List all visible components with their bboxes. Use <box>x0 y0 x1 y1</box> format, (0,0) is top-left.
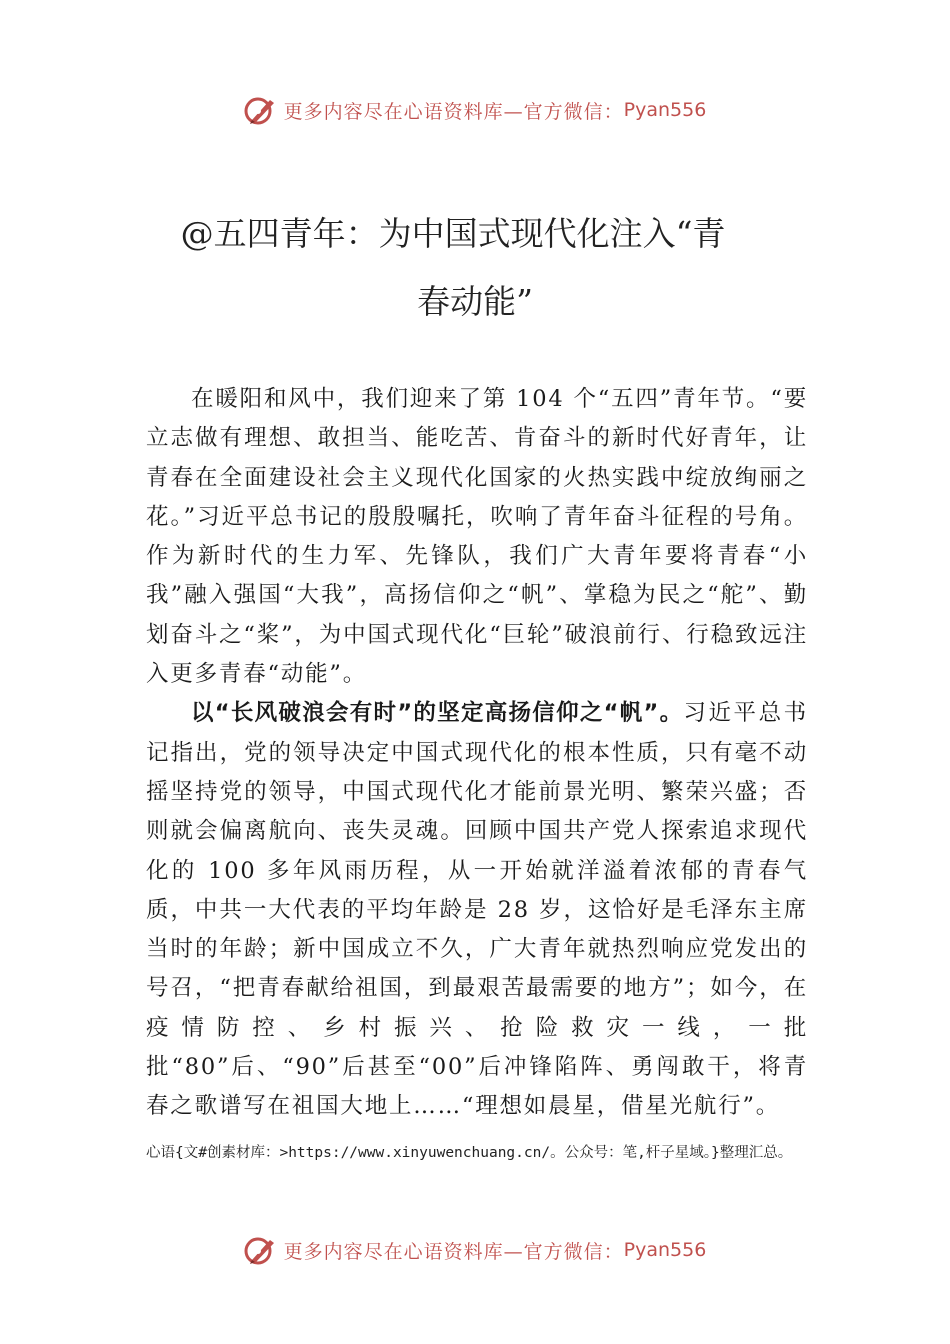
paragraph-2-body: 习近平总书记指出，党的领导决定中国式现代化的根本性质，只有毫不动摇坚持党的领导，中国式现代化才能前景光明、繁荣兴盛；否则就会偏离航向、丧失灵魂。回顾中国共产党人探索追求现代化的 100 多年风雨历程，从一开始就洋溢着浓郁的青春气质，中共一大代表的平均年龄是 28 岁，这恰好是毛泽东主席当时的年龄；新中国成立不久，广大青年就热烈响应党发出的号召，“把青春献给祖国，到最艰苦最需要的地方”；如今，在疫情防控、乡村振兴、抢险救灾一线，一批批“80”后、“90”后甚至“00”后冲锋陷阵、勇闯敢干，将青春之歌谱写在祖国大地上……“理想如晨星，借星光航行”。 <box>146 700 808 1120</box>
pen-logo-icon <box>244 94 278 126</box>
article-title-line-1: @五四青年：为中国式现代化注入“青 <box>180 214 726 253</box>
paragraph-2 <box>146 694 808 1126</box>
source-note: 心语{文#创素材库：>https://www.xinyuwenchuang.cn/。公众号：笔,杆子星域。}整理汇总。 <box>146 1145 793 1161</box>
article-body <box>146 380 808 1127</box>
header-banner <box>0 94 950 126</box>
banner-wechat-id: Pyan556 <box>623 1239 707 1261</box>
banner-text: 更多内容尽在心语资料库—官方微信： <box>283 100 624 123</box>
pen-logo-icon <box>244 1234 278 1266</box>
article-title-line-2: 春动能” <box>417 282 533 321</box>
footer-banner <box>0 1234 950 1266</box>
paragraph-1: 在暖阳和风中，我们迎来了第 104 个“五四”青年节。“要立志做有理想、敢担当、能吃苦、肯奋斗的新时代好青年，让青春在全面建设社会主义现代化国家的火热实践中绽放绚丽之花。”习近平总书记的殷殷嘱托，吹响了青年奋斗征程的号角。作为新时代的生力军、先锋队，我们广大青年要将青春“小我”融入强国“大我”，高扬信仰之“帆”、掌稳为民之“舵”、勤划奋斗之“桨”，为中国式现代化“巨轮”破浪前行、行稳致远注入更多青春“动能”。 <box>146 386 808 688</box>
banner-wechat-id: Pyan556 <box>623 99 707 121</box>
paragraph-2-lead: 以“长风破浪会有时”的坚定高扬信仰之“帆”。 <box>191 700 684 727</box>
banner-text: 更多内容尽在心语资料库—官方微信： <box>283 1240 624 1263</box>
